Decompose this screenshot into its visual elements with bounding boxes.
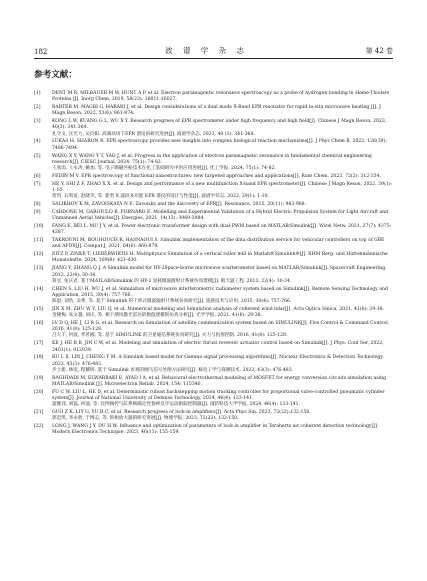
reference-text: JIN X M, ZHU W Y, LIU Q, et al. Numerical modeling and Simulation analysis of coherent wind lidar[J]. Acta Optica Sinica, 2021, 41(6): 29-38. 金晓梅, 朱文越, 刘庆, 等. 相干测风激光雷达的数值建模和仿真分析[J]. 光学学报, 2021, 41(6): 29-38. (52, 306, 385, 319)
reference-number: [7] (34, 181, 41, 187)
reference-item (34, 321, 393, 340)
reference-item (34, 266, 393, 285)
journal-name: 波 谱 学 杂 志 (164, 46, 249, 55)
reference-item (34, 424, 393, 436)
reference-number: [18] (34, 355, 44, 361)
reference-number: [13] (34, 266, 44, 272)
reference-item (34, 202, 393, 208)
reference-item (34, 119, 393, 138)
reference-text: BAGHDADI M, ELWARRAKI E, AYAD I A, et al. Behavioral electrothermal modeling of MOSFET for energy conversion circuits simulation using MATLAB/Simulink [J]. Microelectron Reliab, 2024, 154: 115340. (52, 375, 387, 387)
reference-number: [22] (34, 424, 44, 430)
reference-item (34, 91, 393, 103)
reference-number: [14] (34, 286, 44, 292)
reference-item (34, 139, 393, 151)
reference-text: FEDIN M V. EPR spectroscopy of functional nanostructures: new targeted approaches and applications[J]. Russ Chem, 2023, 72(2): 312-334. (52, 173, 381, 179)
reference-number: [5] (34, 153, 41, 159)
running-header (34, 44, 393, 59)
reference-text: CHEN S, LIU H, WU J, et al. Simulation of microwave interferometric radiometer system based on Simulink[J]. Remote Sensing Technology and Application, 2015, 30(4): 757-766. 陈思, 刘浩, 吴季, 等. 基于 Simulink 的干涉式微波辐射计系统仿真研究[J]. 遥感技术与应用, 2015, 30(4): 757-766. (52, 286, 388, 305)
reference-item (34, 210, 393, 222)
reference-item (34, 410, 393, 422)
reference-number: [12] (34, 252, 44, 258)
reference-number: [11] (34, 238, 44, 244)
reference-number: [17] (34, 341, 44, 347)
reference-number: [2] (34, 105, 41, 111)
reference-number: [8] (34, 202, 41, 208)
reference-text: DENT M R, MILBAUER M W, HUNT A P, et al. Electron paramagnetic resonance spectroscopy as a probe of hydrogen bonding in Heme-Thiolate Proteins [J]. Inorg Chem, 2019, 58(23): 16011-16027. (52, 91, 390, 103)
reference-text: JIANG Y, ZHANG Q J. A Simulink model for HY-2Space-borne microwave scatterometer based on MATLAB/Simulink[J]. Spacecraft Engineering, 2013, 22(4): 30-34. 蒋昱, 张庆君. 基于MATLAB/Simulink 的 HY-2 星载微波散射计系统仿真建模[J]. 航天器工程, 2013, 22(4): 30-34. (52, 266, 387, 284)
reference-item (34, 355, 393, 374)
reference-text: SALIKHOV K M, ZAVOISKAYA N E. Zavoisky and the discovery of EPR[J]. Resonance, 2015, 20(11): 963-968. (52, 202, 307, 208)
references-heading: 参考文献： (34, 70, 77, 80)
reference-number: [20] (34, 389, 44, 395)
reference-list (34, 91, 393, 438)
reference-number: [19] (34, 375, 44, 381)
reference-number: [10] (34, 224, 44, 230)
reference-number: [1] (34, 91, 41, 96)
reference-text: BU L X, LIN J, CHENG Y M. A Simulink based model for Gamma signal processing algorithms[J]. Nuclear Electronics & Detection Technology, 2023, 43(3): 476-483. 步立新, 林奕, 程耀明. 基于 Simulink 仿真的伽马信号处理方法研究[J]. 核电子学与探测技术, 2023, 43(3): 476-483. (52, 355, 384, 373)
reference-text: KE J, HE B B, JIN C W, et al. Modeling and simulation of electric thrust reverser actuator control based on Simulink[J]. J Phys: Conf Ser, 2022, 2401(1): 012039. (52, 341, 384, 353)
reference-text: BARTER M, MAGRI G, HARARI J, et al. Design considerations of a dual mode X-Band EPR resonator for rapid in-situ microwave heating [J]. J Magn Reson, 2022, 53(6): 861-874. (52, 105, 381, 117)
reference-number: [3] (34, 119, 41, 125)
reference-number: [4] (34, 139, 41, 145)
reference-text: TAKROUNI M, BOUHOUCH R, HASNAOUI S. Simulink implementation of the data distribution service for vehicular controllers on top of GBE and AFDX[J]. Comput J, 2021, 64(6): 860-879. (52, 238, 385, 250)
reference-number: [16] (34, 321, 44, 327)
reference-number: [9] (34, 209, 41, 215)
reference-text: WANG X Y, WANG Y T, YAO J, et al. Progress in the application of electron paramagnetic resonance in fundamental chemical engineering research[J]. CIESC Journal, 2024, 75(1): 74-82. 王欣雨, 王永涛, 姚加, 等. 电子顺磁共振技术在化工基础研究中的应用进展[J]. 化工学报, 2024, 75(1): 74-82. (52, 153, 372, 171)
page-number: 182 (34, 48, 48, 56)
reference-text: HE Y, SHI Z F, ZHAO X X, et al. Design and performance of a new multifunction X-band EPR spectrometer[J]. Chinese J Magn Reson, 2022, 39(1): 1-10. 贺玥, 石致富, 赵晓笑, 等. 新型 X 波段多功能 EPR 谱仪的设计与性能[J]. 波谱学杂志, 2022, 39(1): 1-10. (52, 181, 393, 200)
reference-text: CARDONE M, GARGIULO B, FORNARO E. Modelling and Experimental Validation of a Hybrid Electric Propulsion System for Light Aircraft and Unmanned Aerial Vehicles[J]. Energies, 2021, 14(13): 3969-3984. (52, 209, 389, 222)
reference-item (34, 341, 393, 353)
reference-item (34, 376, 393, 388)
reference-number: [15] (34, 306, 44, 312)
volume-label: 第 42 卷 (365, 47, 393, 55)
reference-item (34, 307, 393, 319)
reference-text: LUKAS H, SHARON R. EPR spectroscopy provides new insights into complex biological reaction mechanisms[J]. J Phys Chem B, 2022, 126(39): 7486-7494. (52, 139, 387, 151)
reference-text: FU C W, LIU L, HE D, et al. Deterministic robust backstepping motion tracking controller for proportional valve-controlled pneumatic cylinder system[J]. Journal of National University of Defense Technology, 2024, 46(4): 133-141. 浦雅玮, 刘磊, 何迪, 等. 比例阀控气缸系统确定性鲁棒反步运动跟踪控制器[J]. 国防科技大学学报, 2024, 46(4): 133-141. (52, 389, 385, 408)
reference-item (34, 182, 393, 201)
reference-item (34, 105, 393, 117)
reference-text: EITZ P, ZINKE T, LIEBERWIRTH H. Multiphysics Simulation of a vertical roller mill in Matlab®Simulink®[J]. BHM Berg- und Hüttenmännische Monatshefte, 2024, 169(8): 421-430. (52, 252, 388, 264)
reference-item (34, 287, 393, 306)
reference-item (34, 390, 393, 409)
reference-number: [21] (34, 410, 44, 416)
reference-text: KONG L W, KUANG G L, WU X Y. Research progress of EPR spectrometer under high frequency and high field[J]. Chinese J Magn Reson, 2023, 40(3): 341-364. 孔令文, 匡光力, 吴向阳. 高频高场下EPR 谱仪的研究进展[J]. 波谱学杂志, 2023, 40 (3): 341-364. (52, 119, 387, 137)
reference-number: [6] (34, 173, 41, 179)
reference-item (34, 154, 393, 173)
reference-item (34, 174, 393, 180)
reference-text: LV D Q, HE J, LI R G, et al. Research on Simulation of satellite communication system based on SIMULINK[J]. Fire Control & Command Control, 2016, 41(8): 125-128. 吕大千, 何波, 李茗刚, 等. 基于 SIMULINK 的卫星通信系统仿真研究[J]. 火力与指挥控制, 2016, 41(8): 125-128. (52, 321, 390, 339)
reference-text: GUO Z K, LIY G, YU B C, et al. Research progress of lock-in amplifiers[J]. Acta Phys Sin, 2023, 72(22):132-150. 郭忠凯, 李永胜, 于博志, 等. 锁相放大器的研究进展[J]. 物理学报, 2023, 72(22): 132-150. (52, 410, 311, 422)
reference-item (34, 224, 393, 236)
reference-text: LONG J, WANG J Y, DU H W. Influence and optimization of parameters of lock-in amplifier in Terahertz air coherent detection technology[J]. Modern Electronics Technique, 2023, 46(11): 155-159. (52, 424, 379, 436)
reference-item (34, 238, 393, 250)
reference-item (34, 252, 393, 264)
reference-text: FANG E, BEI L, MU J Y, et al. Power electronic transformer design with dual-PWM based on MATLAB/Simulink[J]. Wirel Netw, 2021, 27(7): 4375-4387. (52, 224, 392, 236)
